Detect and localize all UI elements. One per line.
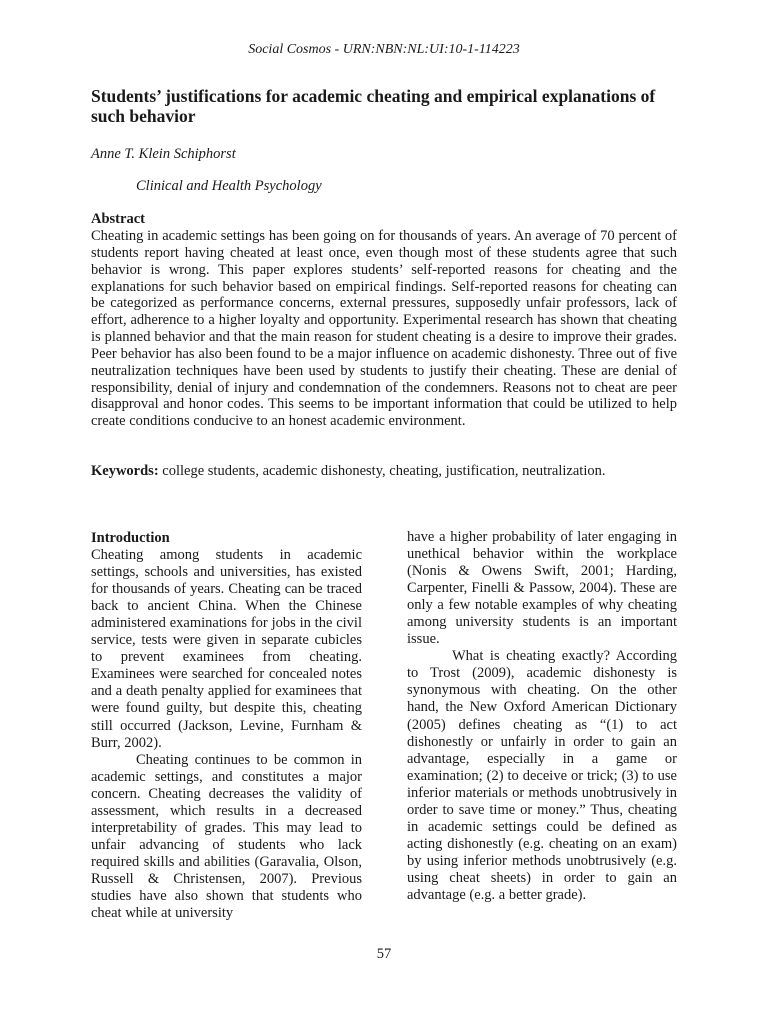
introduction-heading: Introduction	[91, 530, 170, 546]
introduction-paragraph: Cheating continues to be common in academic settings, and constitutes a major concern. Cheating decreases the validity of assessment, which results in a decreased interpretability of grades. This may lead to unfair advancing of students who lack required skills and abilities (Garavalia, Olson, Russell & Christensen, 2007). Previous studies have also shown that students who cheat while at university	[91, 751, 362, 922]
left-column	[91, 530, 362, 922]
abstract-heading: Abstract	[91, 211, 145, 227]
running-head: Social Cosmos - URN:NBN:NL:UI:10-1-114223	[248, 42, 520, 57]
introduction-paragraph: What is cheating exactly? According to Trost (2009), academic dishonesty is synonymous with cheating. On the other hand, the New Oxford American Dictionary (2005) defines cheating as “(1) to act dishonestly or unfairly in order to gain an advantage, especially in a game or examination; (2) to deceive or trick; (3) to use inferior materials or methods unobtrusively in order to save time or money.” Thus, cheating in academic settings could be defined as acting dishonestly (e.g. cheating on an exam) by using inferior methods unobtrusively (e.g. using cheat sheets) in order to gain an advantage (e.g. a better grade).	[407, 648, 677, 903]
introduction-paragraph: Cheating among students in academic settings, schools and universities, has existed for thousands of years. Cheating can be traced back to ancient China. When the Chinese administered examinations for jobs in the civil service, tests were given in separate cubicles to prevent examinees from cheating. Examinees were searched for concealed notes and a death penalty applied for examinees that were found guilty, but despite this, cheating still occurred (Jackson, Levine, Furnham & Burr, 2002).	[91, 547, 362, 751]
right-column	[407, 529, 677, 904]
author-name: Anne T. Klein Schiphorst	[91, 146, 236, 162]
keywords-label: Keywords:	[91, 463, 159, 479]
page-number: 57	[376, 946, 392, 962]
keywords-text: college students, academic dishonesty, cheating, justification, neutralization.	[158, 463, 606, 479]
author-affiliation: Clinical and Health Psychology	[136, 178, 322, 194]
keywords	[91, 463, 681, 480]
abstract-body: Cheating in academic settings has been going on for thousands of years. An average of 70 percent of students report having cheated at least once, even though most of these students agree that such behavior is wrong. This paper explores students’ self-reported reasons for cheating and the explanations for such behavior based on empirical findings. Self-reported reasons for cheating can be categorized as performance concerns, external pressures, supposedly unfair professors, lack of effort, adherence to a higher loyalty and opportunity. Experimental research has shown that cheating is planned behavior and that the main reason for student cheating is a desire to improve their grades. Peer behavior has also been found to be a major influence on academic dishonesty. Three out of five neutralization techniques have been used by students to justify their cheating. These are denial of responsibility, denial of injury and condemnation of the condemners. Reasons not to cheat are peer disapproval and honor codes. This seems to be important information that could be utilized to help create conditions conducive to an honest academic environment.	[91, 228, 677, 430]
paper-title: Students’ justifications for academic cheating and empirical explanations of such behavior	[91, 86, 656, 126]
introduction-paragraph: have a higher probability of later engaging in unethical behavior within the workplace (Nonis & Owens Swift, 2001; Harding, Carpenter, Finelli & Passow, 2004). These are only a few notable examples of why cheating among university students is an important issue.	[407, 529, 677, 648]
